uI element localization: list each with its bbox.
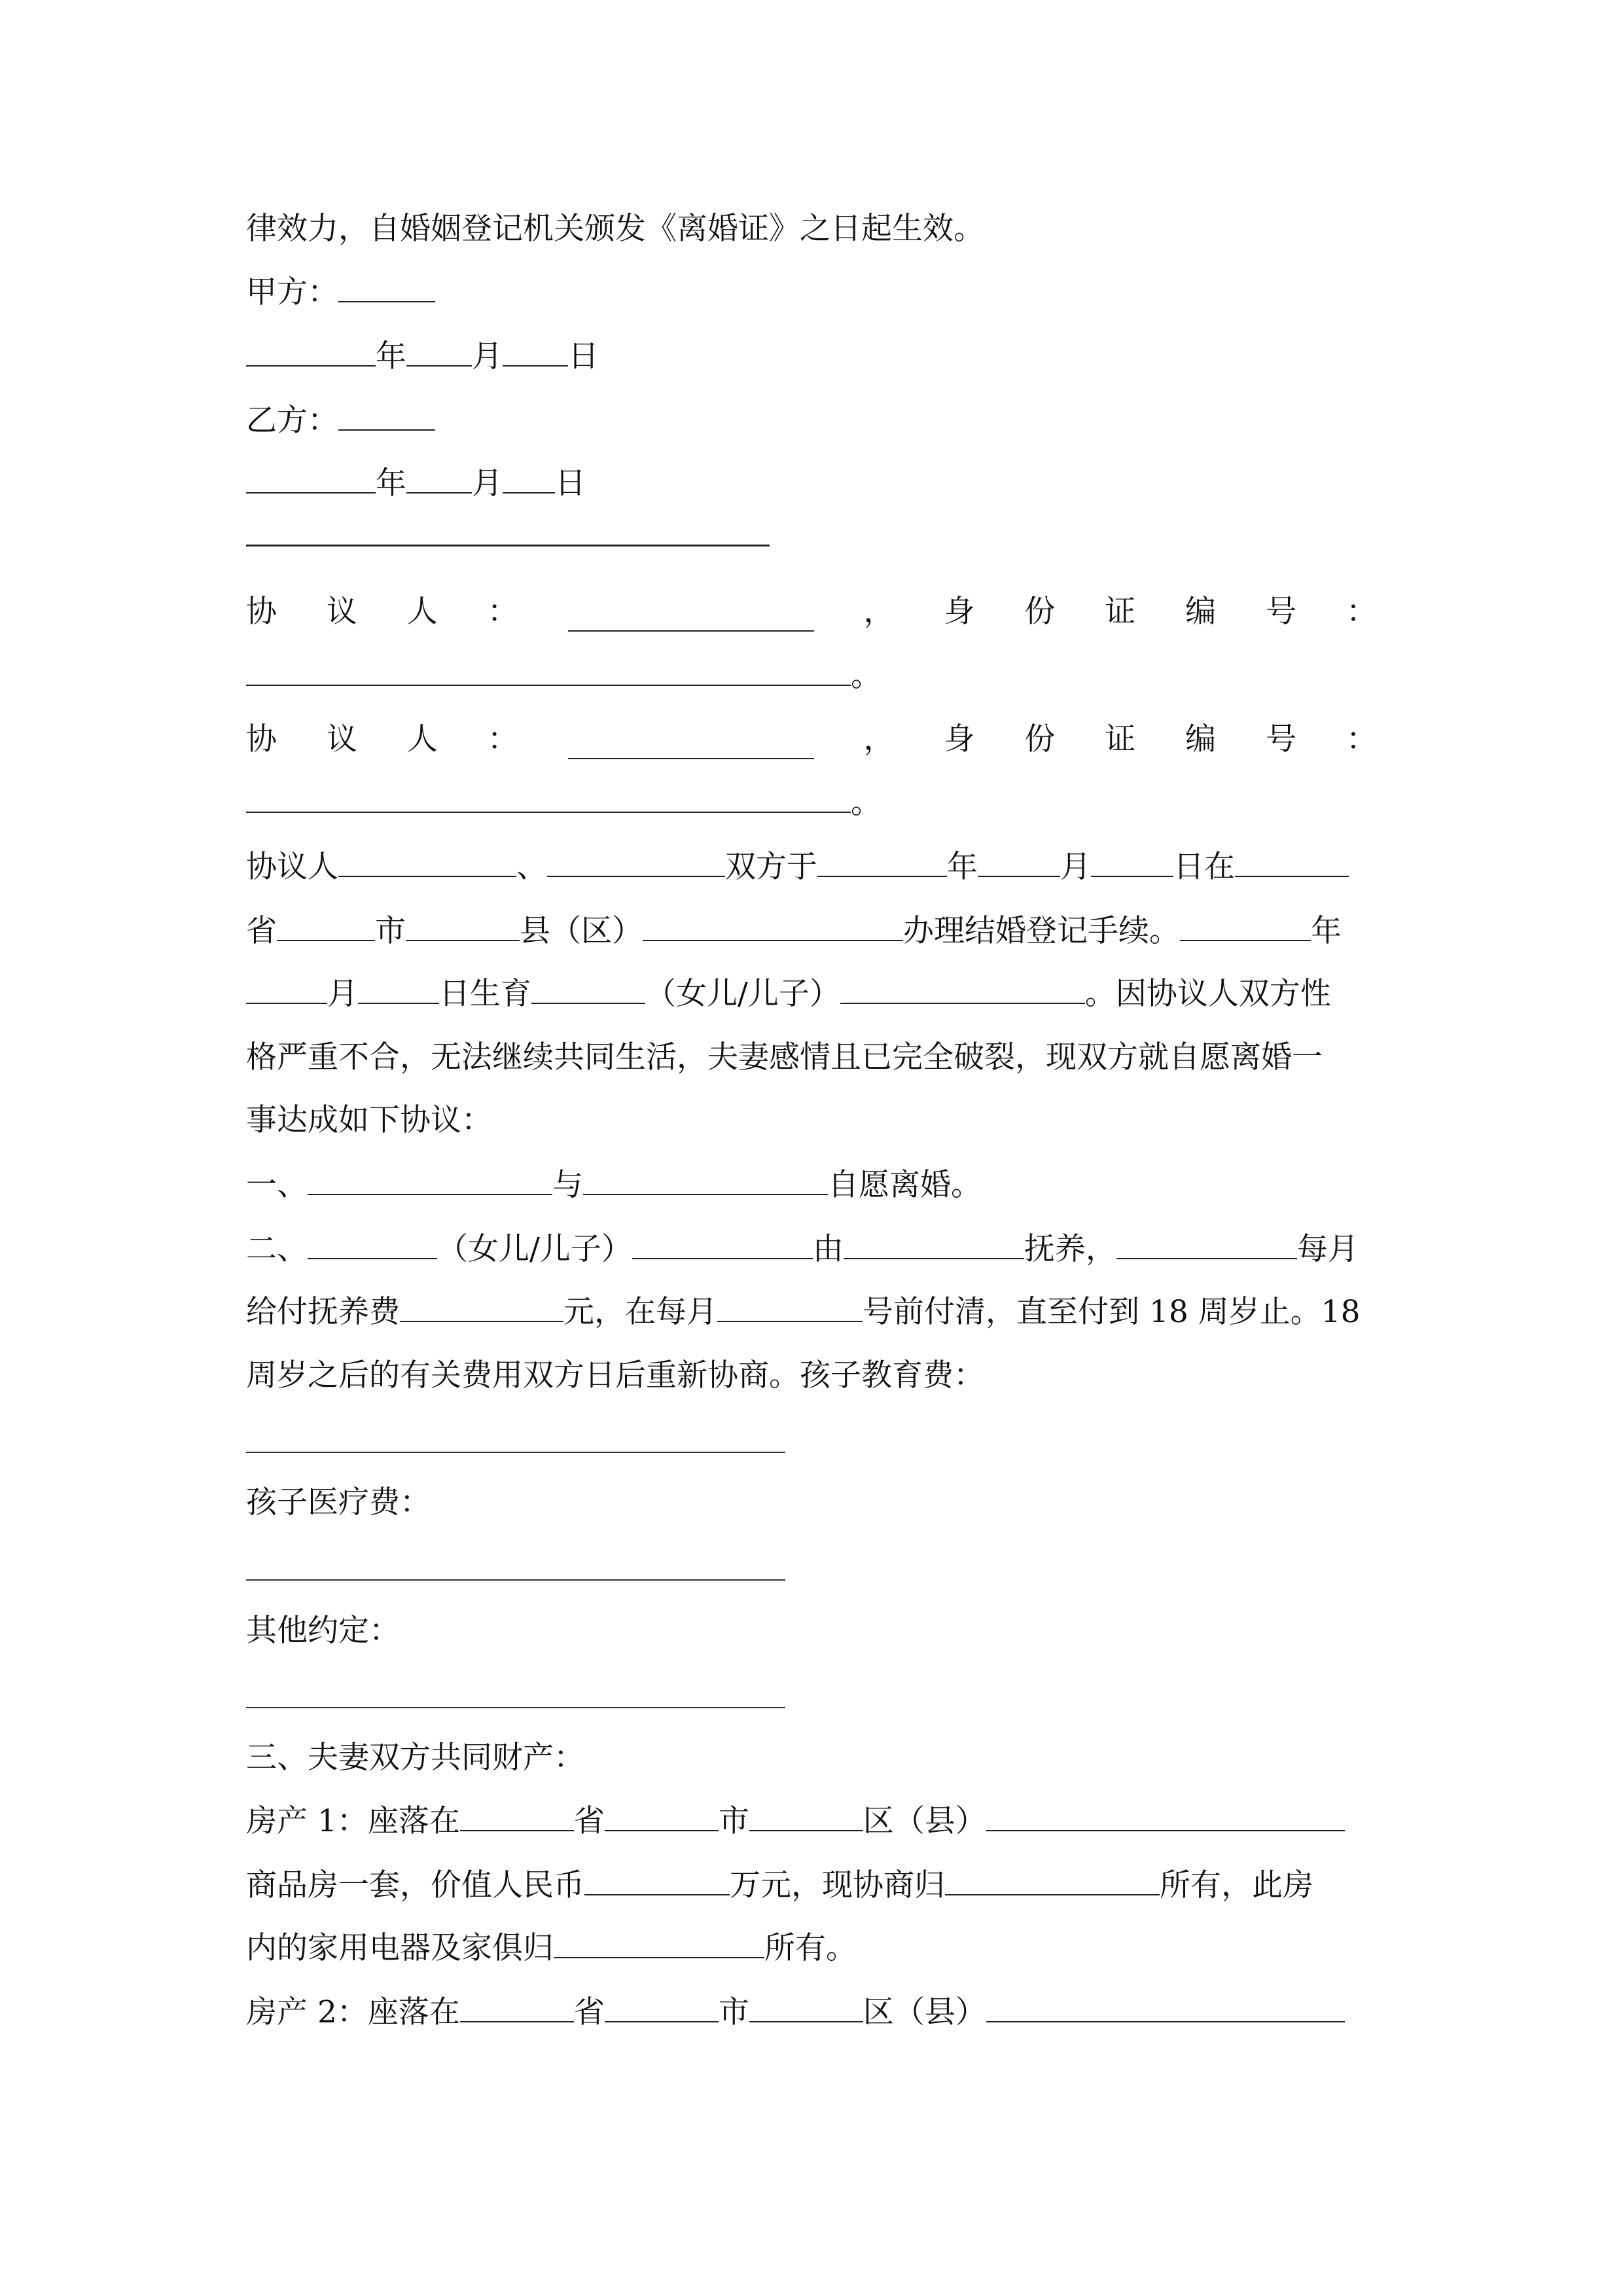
district-blank[interactable] bbox=[749, 1801, 863, 1831]
child-count-blank[interactable] bbox=[531, 974, 645, 1004]
para-line-3 bbox=[246, 974, 1331, 1014]
owner-blank[interactable] bbox=[945, 1865, 1160, 1895]
signer-1-line bbox=[246, 592, 1377, 632]
text: 格严重不合，无法继续共同生活，夫妻感情且已完全破裂，现双方就自愿离婚一 bbox=[246, 1039, 1323, 1075]
place-blank[interactable] bbox=[1235, 847, 1349, 877]
period: 。 bbox=[851, 658, 882, 694]
day-blank[interactable] bbox=[503, 463, 555, 493]
payer-blank[interactable] bbox=[1116, 1229, 1297, 1259]
year-blank[interactable] bbox=[246, 463, 376, 493]
signer-char: 证 bbox=[1105, 594, 1136, 630]
text: 元，在每月 bbox=[563, 1294, 717, 1330]
signer-char: 身 bbox=[944, 594, 975, 630]
city-blank[interactable] bbox=[277, 911, 375, 941]
party-a-label: 甲方： bbox=[246, 274, 338, 310]
county-blank[interactable] bbox=[406, 911, 520, 941]
month-blank[interactable] bbox=[246, 974, 327, 1004]
text: 月 bbox=[327, 976, 358, 1012]
name-blank[interactable] bbox=[547, 847, 725, 877]
medical-fee-line bbox=[246, 1483, 431, 1522]
text: 号前付清，直至付到 18 周岁止。18 bbox=[863, 1294, 1361, 1330]
text: 年 bbox=[1311, 913, 1342, 949]
effect-clause: 律效力，自婚姻登记机关颁发《离婚证》之日起生效。 bbox=[246, 211, 984, 247]
text: 年 bbox=[947, 849, 978, 885]
text: 房产 1：座落在 bbox=[246, 1803, 460, 1839]
province-blank[interactable] bbox=[460, 1801, 574, 1831]
text: 市 bbox=[718, 1994, 749, 2030]
other-label: 其他约定： bbox=[246, 1613, 400, 1649]
item-2-line-1 bbox=[246, 1229, 1359, 1269]
text: 日生育 bbox=[439, 976, 531, 1012]
text: 省 bbox=[573, 1994, 605, 2030]
text: 区（县） bbox=[863, 1803, 986, 1839]
text: 所有。 bbox=[764, 1930, 857, 1966]
text: 市 bbox=[718, 1803, 749, 1839]
city-blank[interactable] bbox=[605, 1992, 719, 2022]
text: 自愿离婚。 bbox=[828, 1167, 982, 1203]
party-b-label: 乙方： bbox=[246, 403, 338, 439]
signer-char: 议 bbox=[326, 721, 357, 757]
text: 所有，此房 bbox=[1160, 1867, 1313, 1903]
text-line-effect bbox=[246, 209, 984, 249]
item-2-line-2 bbox=[246, 1292, 1361, 1332]
text: 万元，现协商归 bbox=[730, 1867, 945, 1903]
signer-char: 身 bbox=[944, 721, 975, 757]
month-blank[interactable] bbox=[406, 336, 472, 367]
text: 日在 bbox=[1173, 849, 1235, 885]
child-count-blank[interactable] bbox=[308, 1229, 437, 1259]
signer-name-blank[interactable] bbox=[568, 729, 814, 759]
house-1-line-2 bbox=[246, 1865, 1313, 1905]
child-name-blank[interactable] bbox=[632, 1229, 813, 1259]
address-blank[interactable] bbox=[986, 1992, 1345, 2022]
day-label: 日 bbox=[568, 338, 599, 374]
party-a-date bbox=[246, 336, 599, 376]
signer-colon: ： bbox=[1346, 594, 1377, 630]
signer-comma: ， bbox=[863, 594, 895, 630]
signer-char: 人 bbox=[406, 721, 438, 757]
month-label: 月 bbox=[472, 465, 503, 501]
house-2-line-1 bbox=[246, 1992, 1345, 2032]
text: （女儿/儿子） bbox=[645, 976, 840, 1012]
signer-2-line bbox=[246, 720, 1377, 759]
para-line-1 bbox=[246, 847, 1349, 887]
name-blank[interactable] bbox=[583, 1165, 828, 1195]
para-line-2 bbox=[246, 911, 1342, 951]
signer-colon: ： bbox=[1346, 721, 1377, 757]
house-1-line-3 bbox=[246, 1928, 857, 1968]
text: 给付抚养费 bbox=[246, 1294, 400, 1330]
year-blank[interactable] bbox=[1180, 911, 1311, 941]
signer-comma: ， bbox=[863, 721, 895, 757]
text: （女儿/儿子） bbox=[437, 1231, 632, 1267]
year-blank[interactable] bbox=[817, 847, 947, 877]
party-b-line bbox=[246, 401, 435, 440]
day-blank[interactable] bbox=[1091, 847, 1173, 877]
item-2-line-3 bbox=[246, 1356, 984, 1395]
text: 、 bbox=[516, 849, 547, 885]
text: 县（区） bbox=[520, 913, 643, 949]
child-name-blank[interactable] bbox=[840, 974, 1085, 1004]
text: 双方于 bbox=[725, 849, 817, 885]
signer-char: 份 bbox=[1024, 594, 1056, 630]
month-blank[interactable] bbox=[978, 847, 1060, 877]
signer-1-id bbox=[246, 656, 882, 696]
text: 周岁之后的有关费用双方日后重新协商。孩子教育费： bbox=[246, 1357, 984, 1393]
text: 省 bbox=[246, 913, 277, 949]
text: 。因协议人双方性 bbox=[1084, 976, 1331, 1012]
text: 与 bbox=[552, 1167, 583, 1203]
guardian-blank[interactable] bbox=[844, 1229, 1024, 1259]
signer-2-id bbox=[246, 783, 882, 823]
signer-char: 证 bbox=[1105, 721, 1136, 757]
day-label: 日 bbox=[555, 465, 586, 501]
item-3 bbox=[246, 1738, 584, 1778]
signer-char: 人 bbox=[406, 594, 438, 630]
province-blank[interactable] bbox=[460, 1992, 574, 2022]
party-a-line bbox=[246, 272, 435, 312]
year-blank[interactable] bbox=[246, 336, 376, 367]
text: 协议人 bbox=[246, 849, 338, 885]
amount-blank[interactable] bbox=[400, 1292, 563, 1322]
month-label: 月 bbox=[472, 338, 503, 374]
signer-char: 号 bbox=[1266, 721, 1297, 757]
value-blank[interactable] bbox=[584, 1865, 730, 1895]
text: 每月 bbox=[1296, 1231, 1359, 1267]
signer-char: 份 bbox=[1024, 721, 1056, 757]
text: 房产 2：座落在 bbox=[246, 1994, 460, 2030]
text: 三、夫妻双方共同财产： bbox=[246, 1740, 584, 1776]
year-label: 年 bbox=[376, 465, 406, 501]
office-blank[interactable] bbox=[643, 911, 903, 941]
item-1 bbox=[246, 1165, 982, 1205]
owner-blank[interactable] bbox=[554, 1928, 764, 1958]
signer-char: 号 bbox=[1266, 594, 1297, 630]
day-blank[interactable] bbox=[358, 974, 439, 1004]
para-line-4 bbox=[246, 1038, 1323, 1077]
text: 抚养， bbox=[1024, 1231, 1116, 1267]
name-blank[interactable] bbox=[338, 847, 516, 877]
party-a-blank[interactable] bbox=[338, 272, 435, 302]
id-number-blank[interactable] bbox=[246, 656, 851, 686]
text: 一、 bbox=[246, 1167, 308, 1203]
text: 内的家用电器及家俱归 bbox=[246, 1930, 554, 1966]
signer-colon: ： bbox=[487, 594, 518, 630]
city-blank[interactable] bbox=[605, 1801, 719, 1831]
signer-char: 协 bbox=[246, 721, 277, 757]
district-blank[interactable] bbox=[749, 1992, 863, 2022]
address-blank[interactable] bbox=[986, 1801, 1345, 1831]
period: 。 bbox=[851, 785, 882, 821]
signer-name-blank[interactable] bbox=[568, 601, 814, 632]
text: 事达成如下协议： bbox=[246, 1102, 492, 1138]
medical-fee-label: 孩子医疗费： bbox=[246, 1484, 431, 1520]
text: 二、 bbox=[246, 1231, 308, 1267]
other-blank[interactable] bbox=[246, 1707, 785, 1708]
text: 区（县） bbox=[863, 1994, 986, 2030]
signer-colon: ： bbox=[487, 721, 518, 757]
house-1-line-1 bbox=[246, 1801, 1345, 1841]
signer-char: 协 bbox=[246, 594, 277, 630]
signer-char: 编 bbox=[1185, 594, 1217, 630]
signer-char: 议 bbox=[326, 594, 357, 630]
day-blank[interactable] bbox=[503, 336, 568, 367]
medical-fee-blank[interactable] bbox=[246, 1579, 785, 1581]
signer-char: 编 bbox=[1185, 721, 1217, 757]
text: 市 bbox=[375, 913, 406, 949]
name-blank[interactable] bbox=[308, 1165, 552, 1195]
para-line-5 bbox=[246, 1101, 492, 1140]
education-fee-blank[interactable] bbox=[246, 1452, 785, 1453]
party-b-date bbox=[246, 463, 586, 503]
text: 省 bbox=[573, 1803, 605, 1839]
other-line bbox=[246, 1611, 400, 1651]
id-number-blank[interactable] bbox=[246, 783, 851, 813]
text: 商品房一套，价值人民币 bbox=[246, 1867, 584, 1903]
party-b-blank[interactable] bbox=[338, 401, 435, 431]
day-blank[interactable] bbox=[717, 1292, 863, 1322]
text: 办理结婚登记手续。 bbox=[903, 913, 1180, 949]
month-blank[interactable] bbox=[406, 463, 472, 493]
text: 由 bbox=[812, 1231, 844, 1267]
separator-line bbox=[246, 545, 770, 547]
year-label: 年 bbox=[376, 338, 406, 374]
text: 月 bbox=[1060, 849, 1091, 885]
